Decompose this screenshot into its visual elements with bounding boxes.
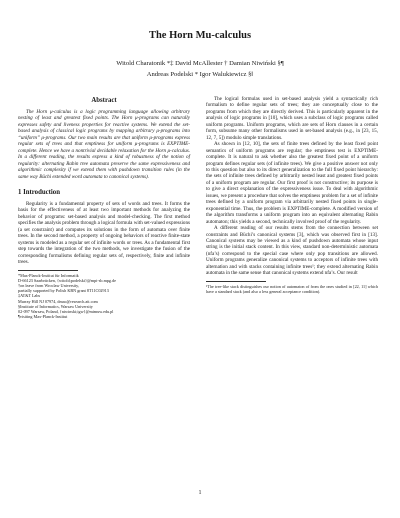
intro-paragraph: Regularity is a fundamental property of sets of words and trees. It forms the basis for the effectiveness of at least two important methods for analyzing the behavior of programs: set-based analysis and model-checking. The first method specifies the analysis problem through a logical formula with set-valued expressions (a set constraint) and computes its solutions in the form of automata over finite trees. In the second method, a property of ongoing behaviors of reactive finite-state systems is modeled as a regular set of infinite words or trees. As a fundamental first step towards the integration of the two methods, we investigate the fusion of the corresponding formalisms defining regular sets of, respectively, finite and infinite trees. bbox=[18, 200, 191, 266]
right-column bbox=[206, 96, 378, 294]
footnote: ¶visiting Max-Planck-Institut bbox=[18, 314, 68, 320]
footnote: 02-097 Warsaw, Poland, {niwinski;igw}@mimuw.edu.pl bbox=[18, 308, 114, 314]
page-number: 1 bbox=[198, 490, 202, 496]
footnote: D-66123 Saarbrücken, {witold;podelski}@mpi-sb.mpg.de bbox=[18, 277, 117, 283]
abstract-text: The Horn μ-calculus is a logic programming language allowing arbitrary nesting of least and greatest fixed points. The Horn μ-programs can naturally expresses safety and liveness properties for reactive systems. We extend the set-based analysis of classical logic programs by mapping arbitrary μ-programs into “uniform” μ-programs. Our two main results are that uniform μ-programs express regular sets of trees and that emptiness for uniform μ-programs is EXPTIME-complete. Hence we have a nontrivial decidable relaxation for the Horn μ-calculus. In a different reading, the results express a kind of robustness of the notion of regularity: alternating Rabin tree automata preserve the same expressiveness and algorithmic complexity if we extend them with pushdown transition rules (in the same way Büchi extended word automata to canonical systems). bbox=[18, 109, 190, 180]
footnote: *Max-Planck-Institut für Informatik bbox=[18, 272, 79, 278]
authors-line-1: Witold Charatonik *‡ David McAllester † Damian Niwiński §¶ bbox=[116, 60, 284, 67]
footnote: §Institute of Informatics, Warsaw University bbox=[18, 303, 93, 309]
body-paragraph: As shown in [12, 10], the sets of finite trees defined by the least fixed point semantics of uniform programs are regular; the emptiness test is EXPTIME-complete. It is natural to ask whether also the greatest fixed point of a uniform program defines regular sets (of infinite trees). We give a positive answer not only to this question but also to its direct generalization to the full fixed point hierarchy: the sets of infinite trees defined by arbitrarily nested least and greatest fixed points of a uniform program are regular. Our first proof is not constructive; its purpose is to give a direct explanation of the expressiveness issue. To deal with algorithmic issues, we present a procedure that solves the emptiness problem for a set of infinite trees defined by a uniform program via arbitrarily nested fixed points in single-exponential time. Thus, the problem is EXPTIME-complete. A modified version of the algorithm transforms a uniform program into an equivalent alternating Rabin automaton; this yields a second, technically involved proof of the regularity. bbox=[206, 141, 378, 225]
footnotes bbox=[18, 273, 190, 320]
introduction-heading: 1 Introduction bbox=[18, 188, 60, 196]
footnote: Murray Hill NJ 07974, dmac@research.att.com bbox=[18, 298, 98, 304]
footnote-rule bbox=[206, 281, 266, 282]
footnote-rule bbox=[18, 270, 78, 271]
body-paragraph: The logical formulas used in set-based analysis yield a syntactically rich formalism to define regular sets of trees; they are conceptually close to the programs from which they are directly derived. This is particularly apparent in the analysis of logic programs in [10], which uses a subclass of logic programs called uniform programs. Uniform programs, which are sets of Horn clauses in a certain form, subsume many other formalisms used in set-based analysis (e.g., in [23, 15, 12, 7, 5]) modulo simple translations. bbox=[206, 96, 378, 141]
footnote: ¹The tree-like stack distinguishes our notion of automaton of from the ones studied in [22, 11] which have a standard stack (and also a less general acceptance condition). bbox=[206, 283, 378, 294]
paper-title: The Horn Mu-calculus bbox=[148, 30, 252, 41]
body-paragraph: A different reading of our results stems from the connection between set constraints and Büchi’s canonical systems [3], which was observed first in [13]. Canonical systems may be viewed as a kind of pushdown automata whose input string is the initial stack content. In this view, standard non-deterministic automata (nfa’s) correspond to the special case where only pop transitions are allowed. Uniform programs generalize canonical systems to acceptors of infinite trees with alternation and with stacks containing infinite trees¹; they extend alternating Rabin automata in the same sense that canonical systems extend nfa’s. Our result bbox=[206, 225, 378, 277]
footnote: partially supported by Polish KBN grant 8T11C02913 bbox=[18, 288, 109, 294]
abstract-heading: Abstract bbox=[91, 97, 117, 104]
footnote: ‡AT&T Labs bbox=[18, 293, 41, 299]
authors-line-2: Andreas Podelski * Igor Walukiewicz §‖ bbox=[146, 71, 254, 78]
left-column bbox=[18, 96, 190, 319]
footnote: †on leave from Wroclaw University, bbox=[18, 282, 79, 288]
